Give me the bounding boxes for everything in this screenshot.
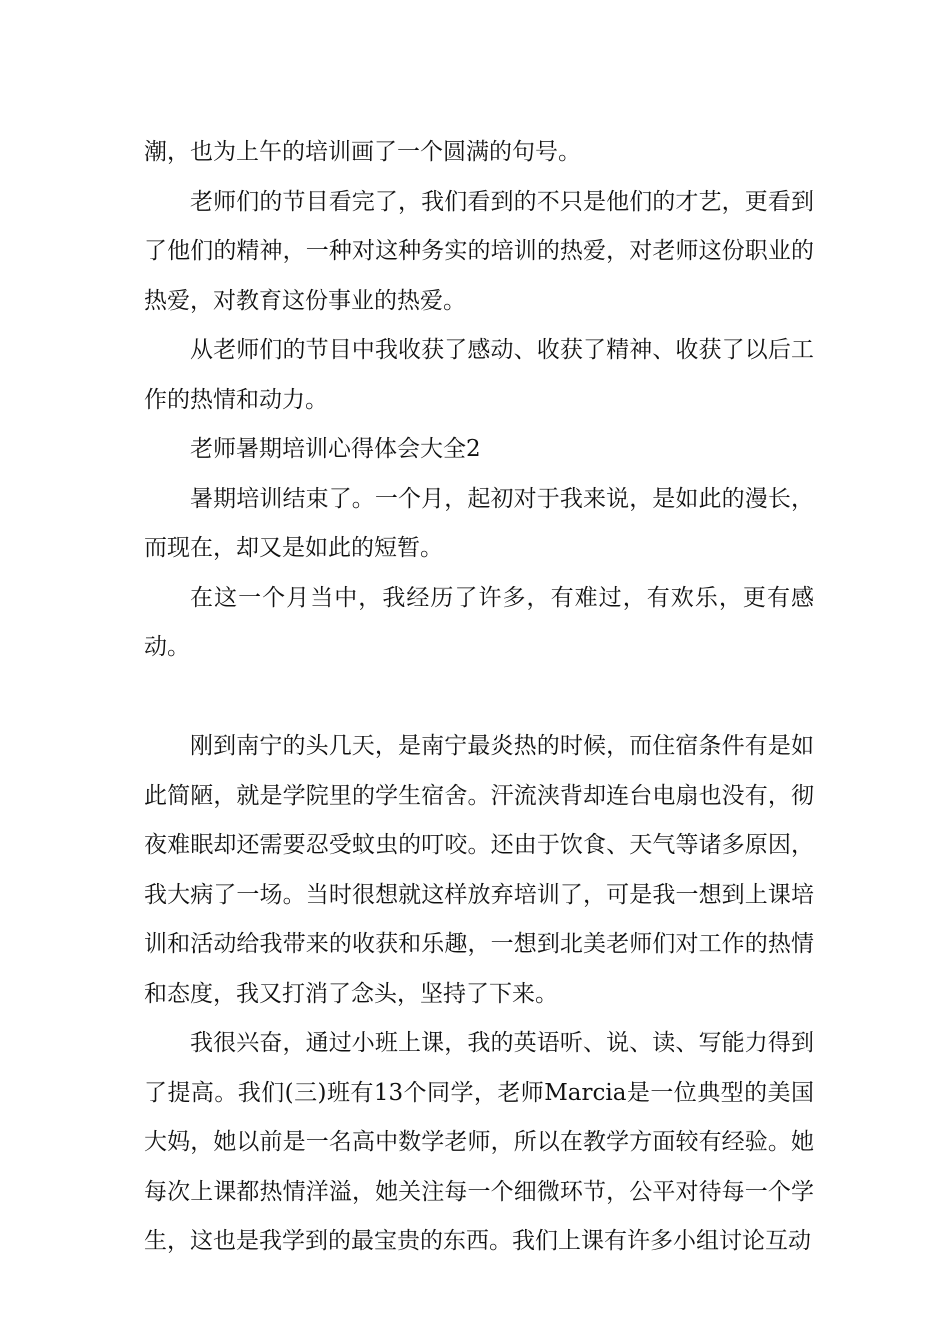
paragraph: 从老师们的节目中我收获了感动、收获了精神、收获了以后工作的热情和动力。 [144,337,814,413]
paragraph: 暑期培训结束了。一个月，起初对于我来说，是如此的漫长，而现在，却又是如此的短暂。 [144,485,814,561]
paragraph-continuation: 潮，也为上午的培训画了一个圆满的句号。 [144,139,581,165]
paragraph: 老师们的节目看完了，我们看到的不只是他们的才艺，更看到了他们的精神，一种对这种务实的培训的热爱，对老师这份职业的热爱，对教育这份事业的热爱。 [144,188,814,314]
section-heading: 老师暑期培训心得体会大全2 [190,436,481,462]
blank-line [144,673,814,723]
paragraph: 在这一个月当中，我经历了许多，有难过，有欢乐，更有感动。 [144,584,814,660]
paragraph: 我很兴奋，通过小班上课，我的英语听、说、读、写能力得到了提高。我们(三)班有13个同学，老师Marcia是一位典型的美国大妈，她以前是一名高中数学老师，所以在教学方面较有经验。她每次上课都热情洋溢，她关注每一个细微环节，公平对待每一个学生，这也是我学到的最宝贵的东西。我们上课有许多小组讨论互动 [144,1030,814,1254]
document-body [144,128,814,1267]
paragraph: 刚到南宁的头几天，是南宁最炎热的时候，而住宿条件有是如此简陋，就是学院里的学生宿舍。汗流浃背却连台电扇也没有，彻夜难眠却还需要忍受蚊虫的叮咬。还由于饮食、天气等诸多原因，我大病了一场。当时很想就这样放弃培训了，可是我一想到上课培训和活动给我带来的收获和乐趣，一想到北美老师们对工作的热情和态度，我又打消了念头，坚持了下来。 [144,733,814,1007]
